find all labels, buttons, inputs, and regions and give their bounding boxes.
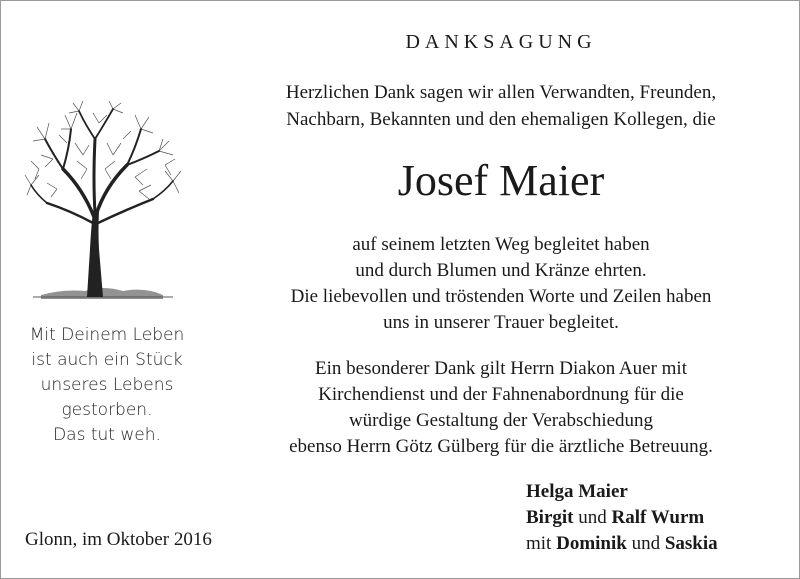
signature-line: [526, 505, 718, 531]
signatory-name: Ralf Wurm: [611, 507, 705, 528]
quote-line: Mit Deinem Leben: [29, 325, 185, 345]
family-signatures: [526, 479, 718, 557]
paragraph-line: und durch Blumen und Kränze ehrten.: [355, 260, 647, 281]
memorial-quote: [21, 323, 193, 448]
quote-line: Das tut weh.: [53, 425, 161, 445]
intro-line: Nachbarn, Bekannten und den ehemaligen Kollegen, die: [286, 109, 716, 130]
signature-connector: und: [573, 507, 612, 528]
bare-tree-icon: [23, 99, 183, 307]
quote-line: ist auch ein Stück: [31, 350, 183, 370]
quote-line: unseres Lebens: [40, 375, 174, 395]
quote-line: gestorben.: [61, 400, 153, 420]
signature-line: [526, 531, 718, 557]
paragraph-line: Kirchendienst und der Fahnenabordnung für die: [318, 384, 684, 405]
signature-connector: und: [626, 533, 665, 554]
signatory-name: Dominik: [556, 533, 627, 554]
deceased-name: Josef Maier: [397, 156, 605, 205]
signatory-name: Saskia: [664, 533, 718, 554]
signatory-name: Birgit: [526, 507, 574, 528]
paragraph-line: ebenso Herrn Götz Gülberg für die ärztliche Betreuung.: [289, 436, 713, 457]
signature-line: [526, 479, 718, 505]
heading: DANKSAGUNG: [405, 31, 597, 53]
thanks-paragraph-1: [221, 232, 781, 336]
paragraph-line: würdige Gestaltung der Verabschiedung: [348, 410, 654, 431]
thanks-paragraph-2: [221, 356, 781, 460]
intro-text: [221, 79, 781, 133]
signatory-name: Helga Maier: [526, 481, 628, 502]
paragraph-line: auf seinem letzten Weg begleitet haben: [352, 234, 650, 255]
paragraph-line: Ein besonderer Dank gilt Herrn Diakon Auer mit: [315, 358, 687, 379]
signature-prefix: mit: [526, 533, 557, 554]
intro-line: Herzlichen Dank sagen wir allen Verwandten, Freunden,: [285, 82, 717, 103]
paragraph-line: Die liebevollen und tröstenden Worte und Zeilen haben: [290, 286, 712, 307]
place-and-date: Glonn, im Oktober 2016: [25, 529, 212, 550]
paragraph-line: uns in unserer Trauer begleitet.: [383, 312, 619, 333]
